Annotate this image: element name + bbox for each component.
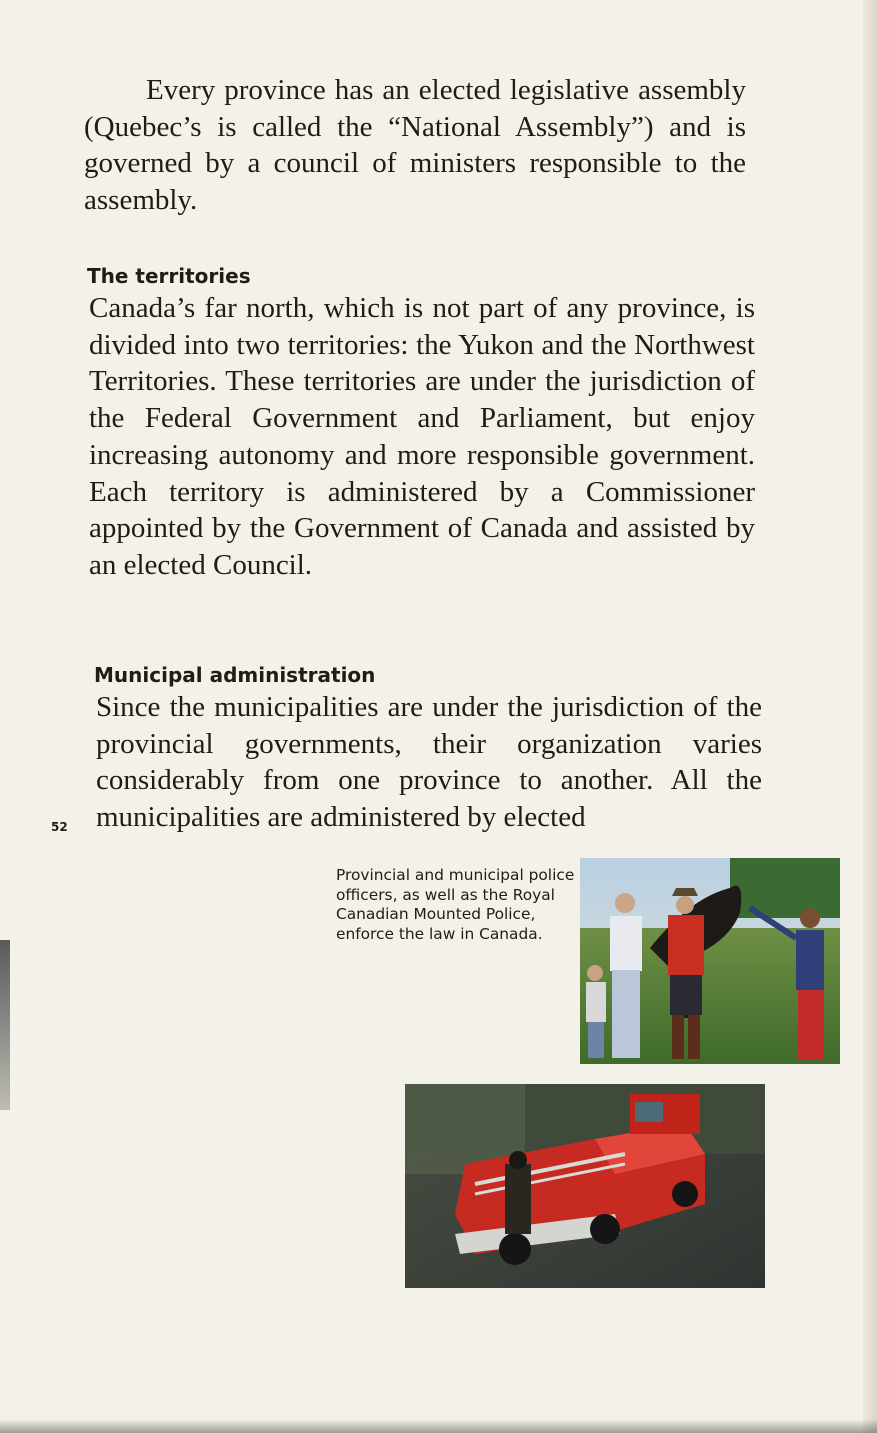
photo-caption: Provincial and municipal police officers, as well as the Royal Canadian Mounted Police, enforce the law in Canada. <box>336 866 575 943</box>
territories-heading: The territories <box>87 264 251 288</box>
page-edge-left <box>0 940 10 1110</box>
municipal-paragraph: Since the municipalities are under the jurisdiction of the provincial governments, their organization varies considerably from one province to another. All the municipalities are administered by elected <box>96 691 762 834</box>
intro-paragraph: Every province has an elected legislative assembly (Quebec’s is called the “National Assembly”) and is governed by a council of ministers responsible to the assembly. <box>84 74 746 217</box>
page-number: 52 <box>51 820 68 834</box>
territories-paragraph: Canada’s far north, which is not part of any province, is divided into two territories: the Yukon and the Northwest Territories. These territories are under the jurisdiction of the Federal Government and Parliament, but enjoy increasing autonomy and more responsible government. Each territory is administered by a Commissioner appointed by the Government of Canada and assisted by an elected Council. <box>89 292 755 581</box>
police-photo <box>580 858 840 1064</box>
page-edge-right <box>863 0 877 1433</box>
bottom-shadow <box>0 1419 877 1433</box>
fire-truck-photo <box>405 1084 765 1288</box>
municipal-heading: Municipal administration <box>94 663 376 687</box>
